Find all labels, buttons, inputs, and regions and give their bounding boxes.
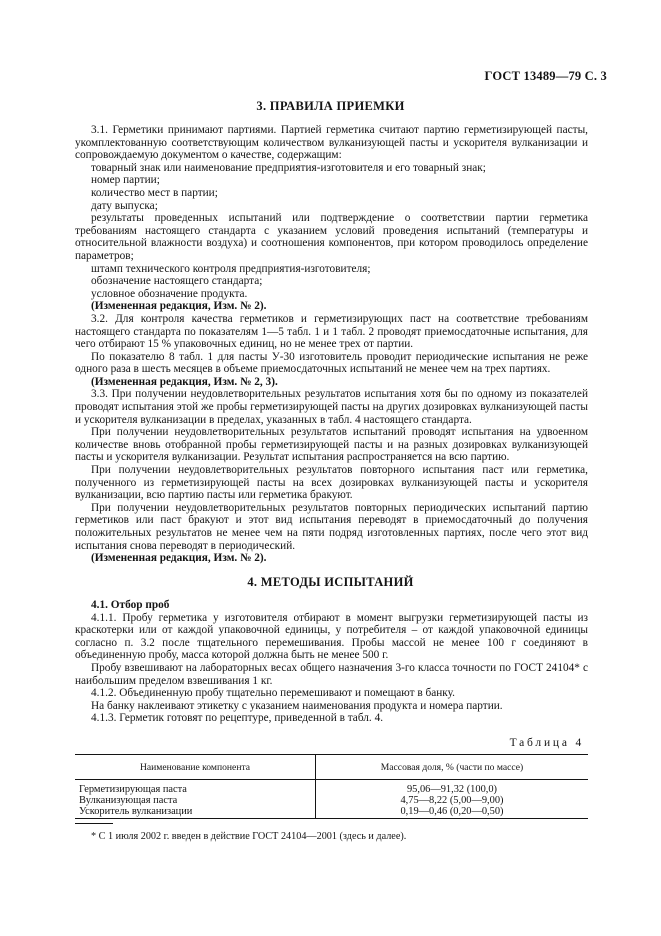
paragraph: 3.2. Для контроля качества герметиков и герметизирующих паст на соответствие требованиям настоящего стандарта по показателям 1—5 табл. 1 и 1 табл. 2 проводят приемосдаточные испытания, для чего отбирают 15 % упаковочных единиц, но не менее трех от партии. <box>75 312 588 351</box>
column-header-component: Наименование компонента <box>75 755 316 780</box>
table-caption: Таблица 4 <box>509 737 584 749</box>
footnote-divider <box>75 823 113 824</box>
column-header-mass-fraction: Массовая доля, % (части по массе) <box>316 755 589 780</box>
subsection-heading: 4.1. Отбор проб <box>91 599 170 611</box>
cell-component: Герметизирующая паста <box>75 780 316 796</box>
paragraph: результаты проведенных испытаний или подтверждение о соответствии партии герметика требованиям настоящего стандарта с указанием условий проведения испытаний (температуры и относительной влажности воздуха) и соотношения компонентов, при котором проводилось определение параметров; <box>75 212 588 262</box>
paragraph: 3.1. Герметики принимают партиями. Партией герметика считают партию герметизирующей пасты, укомплектованную соответствующим количеством вулканизующей пасты и ускорителя вулканизации и сопровождаемую документом о качестве, содержащим: <box>75 124 588 162</box>
section-3-title: 3. ПРАВИЛА ПРИЕМКИ <box>256 99 405 113</box>
table-row <box>75 795 588 806</box>
paragraph: 4.1.1. Пробу герметика у изготовителя отбирают в момент выгрузки герметизирующей пасты из краскотерки или от каждой упаковочной единицы, у потребителя – от каждой упаковочной единицы согласно п. 3.2 после тщательного перемешивания. Пробы массой не менее 100 г соединяют в объединенную пробу, масса которой должна быть не менее 500 г. <box>75 611 588 662</box>
paragraph: При получении неудовлетворительных результатов повторных периодических испытаний партию герметиков или паст бракуют и этот вид испытания переводят в приемосдаточный до получения положительных результатов не менее чем на пяти подряд изготовленных партиях, после чего этот вид испытания снова переводят в периодический. <box>75 501 588 552</box>
paragraph: По показателю 8 табл. 1 для пасты У-30 изготовитель проводит периодические испытания не реже одного раза в шесть месяцев в объеме приемосдаточных испытаний не менее чем на трех партиях. <box>75 350 588 376</box>
paragraph: 4.1.3. Герметик готовят по рецептуре, приведенной в табл. 4. <box>91 712 384 725</box>
paragraph: Пробу взвешивают на лабораторных весах общего назначения 3-го класса точности по ГОСТ 24104* с наибольшим пределом взвешивания 1 кг. <box>75 661 588 687</box>
cell-mass-fraction: 0,19—0,46 (0,20—0,50) <box>316 806 589 819</box>
cell-mass-fraction: 4,75—8,22 (5,00—9,00) <box>400 795 504 806</box>
footnote: * С 1 июля 2002 г. введен в действие ГОСТ 24104—2001 (здесь и далее). <box>91 831 407 842</box>
table-row <box>75 806 588 819</box>
paragraph: При получении неудовлетворительных результатов повторного испытания паст или герметика, полученного из герметизирующей пасты на всех дозировках вулканизующей пасты и ускорителя вулканизации, всю партию пасты или герметика бракуют. <box>75 464 588 502</box>
page-header: ГОСТ 13489—79 С. 3 <box>484 69 607 83</box>
paragraph: дату выпуска; <box>91 199 158 212</box>
amendment-note: (Измененная редакция, Изм. № 2). <box>91 300 267 313</box>
paragraph: обозначение настоящего стандарта; <box>91 275 263 288</box>
cell-component: Вулканизующая паста <box>75 795 316 806</box>
section-4-title: 4. МЕТОДЫ ИСПЫТАНИЙ <box>247 575 414 589</box>
paragraph: условное обозначение продукта. <box>91 287 248 300</box>
amendment-note: (Измененная редакция, Изм. № 2). <box>91 552 267 565</box>
table-row <box>75 780 588 796</box>
paragraph: При получении неудовлетворительных результатов испытаний проводят испытания на удвоенном количестве вновь отобранной пробы герметизирующей пасты и на разных дозировках вулканизующей пасты и ускорителя вулканизации. Результат испытания распространяется на всю партию. <box>75 426 588 464</box>
paragraph: На банку наклеивают этикетку с указанием наименования продукта и номера партии. <box>91 699 503 712</box>
table-header-row <box>75 755 588 780</box>
paragraph: штамп технического контроля предприятия-изготовителя; <box>91 262 371 275</box>
cell-mass-fraction: 95,06—91,32 (100,0) <box>406 784 498 795</box>
cell-component: Ускоритель вулканизации <box>75 806 316 819</box>
composition-table <box>75 754 588 819</box>
amendment-note: (Измененная редакция, Изм. № 2, 3). <box>91 375 278 388</box>
paragraph: товарный знак или наименование предприятия-изготовителя и его товарный знак; <box>91 161 486 174</box>
section-4-body <box>75 599 588 725</box>
paragraph: количество мест в партии; <box>91 186 218 199</box>
paragraph: 4.1.2. Объединенную пробу тщательно перемешивают и помещают в банку. <box>91 687 455 700</box>
paragraph: номер партии; <box>91 174 160 187</box>
paragraph: 3.3. При получении неудовлетворительных результатов испытания хотя бы по одному из показателей проводят испытания этой же пробы герметизирующей пасты на других дозировках вулканизующей пасты и ускорителя вулканизации в пределах, указанных в табл. 4 настоящего стандарта. <box>75 388 588 426</box>
section-3-body <box>75 124 588 565</box>
